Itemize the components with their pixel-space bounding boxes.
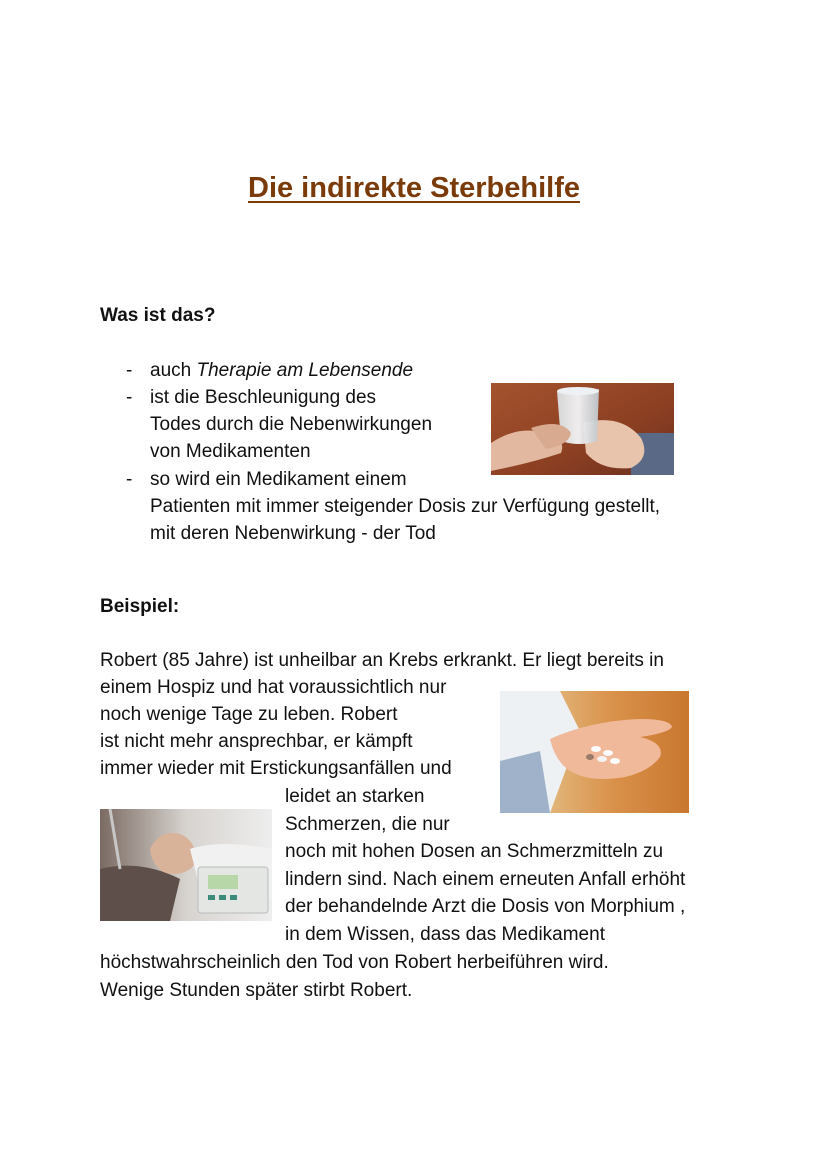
bullet-2-line-1: ist die Beschleunigung des [150,387,377,408]
paragraph-line-4: ist nicht mehr ansprechbar, er kämpft [100,731,413,752]
bullet-marker: - [126,387,133,408]
paragraph-line-3: noch wenige Tage zu leben. Robert [100,704,398,725]
bullet-marker: - [126,360,133,381]
paragraph-line-5: immer wieder mit Erstickungsanfällen und [100,758,452,779]
bullet-2-line-3: von Medikamenten [150,441,311,462]
bullet-1 [150,357,413,384]
section-heading-was-ist-das: Was ist das? [100,305,216,326]
page-title: Die indirekte Sterbehilfe [248,172,580,204]
paragraph-line-13: Wenige Stunden später stirbt Robert. [100,980,413,1001]
bullet-3-line-2: Patienten mit immer steigender Dosis zur Verfügung gestellt, [150,496,661,517]
paragraph-line-6: leidet an starken [285,786,425,807]
section-heading-beispiel: Beispiel: [100,596,180,617]
paragraph-line-9: lindern sind. Nach einem erneuten Anfall erhöht [285,869,686,890]
bullet-marker: - [126,469,133,490]
bullet-3-line-1: so wird ein Medikament einem [150,469,407,490]
photo-hand-with-pills [500,691,689,813]
bullet-2-line-2: Todes durch die Nebenwirkungen [150,414,433,435]
bullet-3-line-3: mit deren Nebenwirkung - der Tod [150,523,436,544]
paragraph-line-10: der behandelnde Arzt die Dosis von Morphium , [285,896,686,917]
paragraph-line-8: noch mit hohen Dosen an Schmerzmitteln zu [285,841,664,862]
paragraph-line-12: höchstwahrscheinlich den Tod von Robert herbeiführen wird. [100,952,609,973]
paragraph-line-2: einem Hospiz und hat voraussichtlich nur [100,677,447,698]
bullet-1-prefix: auch [150,360,197,381]
photo-hands-holding-cup [491,383,674,475]
paragraph-line-11: in dem Wissen, dass das Medikament [285,924,605,945]
paragraph-line-7: Schmerzen, die nur [285,814,450,835]
paragraph-line-1: Robert (85 Jahre) ist unheilbar an Krebs erkrankt. Er liegt bereits in [100,650,664,671]
photo-patient-in-bed [100,809,272,921]
bullet-1-emphasis: Therapie am Lebensende [196,360,414,381]
